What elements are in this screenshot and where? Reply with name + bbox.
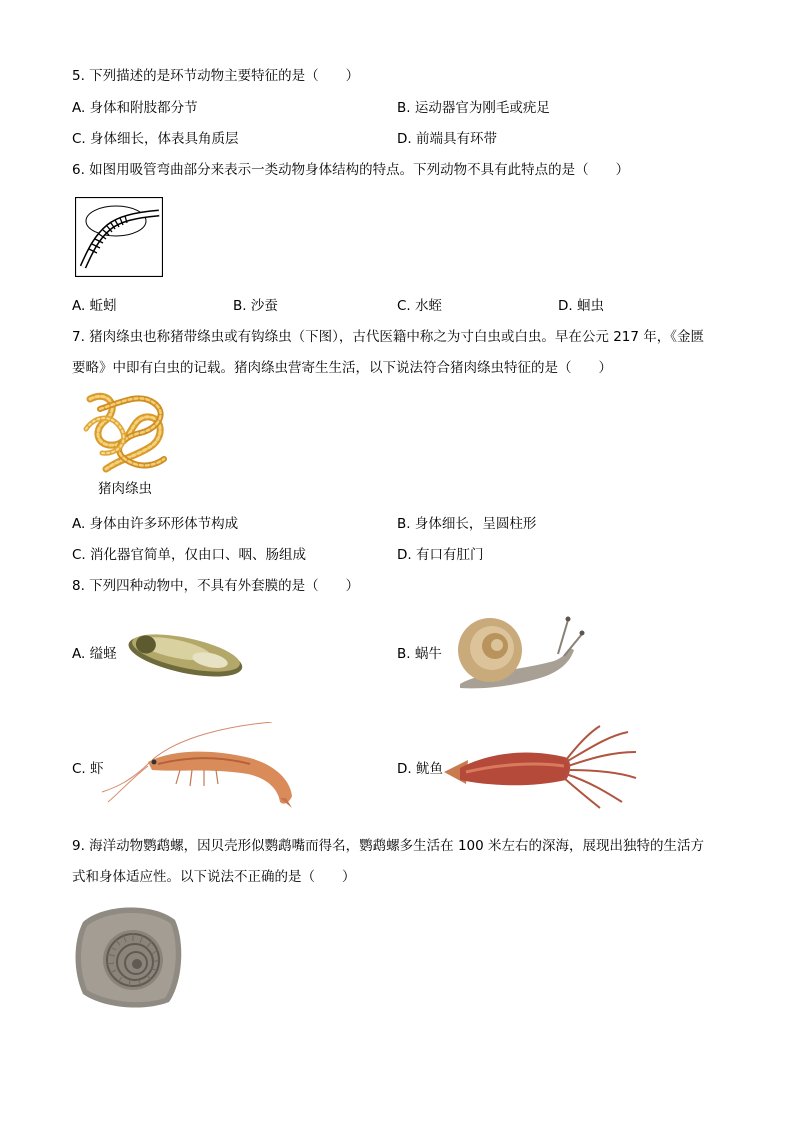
q7-stem-line2: 要略》中即有白虫的记载。猪肉绦虫营寄生生活，以下说法符合猪肉绦虫特征的是（ ） xyxy=(72,360,612,376)
q6-stem: 6. 如图用吸管弯曲部分来表示一类动物身体结构的特点。下列动物不具有此特点的是（ ） xyxy=(72,162,630,178)
q6-option-c: C. 水蛭 xyxy=(397,298,443,314)
q7-stem-line1: 7. 猪肉绦虫也称猪带绦虫或有钩绦虫（下图），古代医籍中称之为寸白虫或白虫。早在公元 217 年，《金匮 xyxy=(72,329,705,345)
q9-stem-line2: 式和身体适应性。以下说法不正确的是（ ） xyxy=(72,869,356,885)
shrimp-image xyxy=(100,722,300,810)
q5-stem: 5. 下列描述的是环节动物主要特征的是（ ） xyxy=(72,68,360,84)
q7-option-c: C. 消化器官简单，仅由口、咽、肠组成 xyxy=(72,547,307,563)
q8-stem: 8. 下列四种动物中，不具有外套膜的是（ ） xyxy=(72,578,360,594)
q5-option-d: D. 前端具有环带 xyxy=(397,131,497,147)
q7-option-d: D. 有口有肛门 xyxy=(397,547,484,563)
tapeworm-image xyxy=(80,389,172,477)
q6-straw-figure xyxy=(75,197,163,277)
squid-image xyxy=(440,722,640,810)
q8-option-c: C. 虾 xyxy=(72,761,104,777)
q6-option-d: D. 蛔虫 xyxy=(558,298,604,314)
tapeworm-caption: 猪肉绦虫 xyxy=(98,481,152,497)
q8-option-a: A. 缢蛏 xyxy=(72,646,117,662)
q8-option-d: D. 鱿鱼 xyxy=(397,761,443,777)
q8-option-b: B. 蜗牛 xyxy=(397,646,442,662)
snail-image xyxy=(440,612,585,692)
q7-option-a: A. 身体由许多环形体节构成 xyxy=(72,516,239,532)
q5-option-b: B. 运动器官为刚毛或疣足 xyxy=(397,100,550,116)
q5-option-a: A. 身体和附肢都分节 xyxy=(72,100,198,116)
q6-option-a: A. 蚯蚓 xyxy=(72,298,117,314)
q7-option-b: B. 身体细长，呈圆柱形 xyxy=(397,516,537,532)
razor-clam-image xyxy=(125,620,247,686)
q9-stem-line1: 9. 海洋动物鹦鹉螺，因贝壳形似鹦鹉嘴而得名，鹦鹉螺多生活在 100 米左右的深海，展现出独特的生活方 xyxy=(72,838,705,854)
q6-option-b: B. 沙蚕 xyxy=(233,298,278,314)
q5-option-c: C. 身体细长，体表具角质层 xyxy=(72,131,239,147)
nautilus-fossil-image xyxy=(73,902,185,1010)
